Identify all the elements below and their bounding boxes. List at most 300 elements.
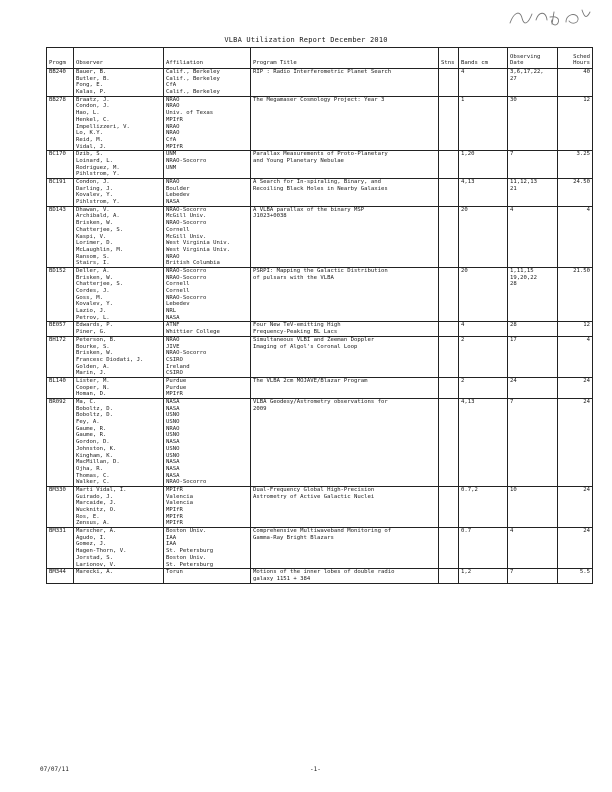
observer-name: Kovalev, Y. <box>76 192 114 199</box>
affiliation-cell <box>164 399 251 487</box>
program-code-cell: BM331 <box>47 528 74 569</box>
observer-name: Marin, J. <box>76 370 107 377</box>
affiliation-name: NASA <box>166 465 180 472</box>
affiliation-name: MPIfR <box>166 486 183 493</box>
affiliation-name: MPIfR <box>166 520 183 527</box>
table-header-row <box>47 48 593 69</box>
observer-name: Peterson, B. <box>76 336 117 343</box>
report-date: 07/07/11 <box>40 766 69 773</box>
affiliation-name: ATNF <box>166 322 180 329</box>
observer-name: Pihlstrom, Y. <box>76 199 120 206</box>
program-title-cell <box>251 179 439 207</box>
observer-name: Homan, D. <box>76 391 107 398</box>
observer-name: Henkel, C. <box>76 116 110 123</box>
utilization-table <box>46 47 593 584</box>
affiliation-cell <box>164 377 251 398</box>
program-title-line: Imaging of Algol's Coronal Loop <box>253 343 358 350</box>
affiliation-name: Purdue <box>166 377 187 384</box>
stations-cell <box>439 151 459 179</box>
program-title-line: Astrometry of Active Galactic Nuclei <box>253 493 375 500</box>
report-title: VLBA Utilization Report December 2010 <box>224 36 388 44</box>
sched-hours-cell: 24 <box>558 528 593 569</box>
affiliation-name: IAA <box>166 541 177 548</box>
affiliation-name: Ireland <box>166 363 190 370</box>
stations-cell <box>439 322 459 336</box>
observing-date-cell <box>508 69 558 97</box>
program-title-cell <box>251 151 439 179</box>
affiliation-name: Univ. of Texas <box>166 110 214 117</box>
affiliation-name: NRAO-Socorro <box>166 294 207 301</box>
affiliation-name: MPIfR <box>166 513 183 520</box>
stations-cell <box>439 336 459 377</box>
affiliation-name: CSIRO <box>166 370 183 377</box>
affiliation-name: Calif., Berkeley <box>166 69 220 75</box>
affiliation-cell <box>164 486 251 527</box>
observing-date-cell <box>508 96 558 151</box>
column-header-bands: Bands cm <box>459 48 508 69</box>
table-row <box>47 377 593 398</box>
observing-date-line: 4 <box>510 206 514 213</box>
observer-name: Lo, K.Y. <box>76 130 103 137</box>
affiliation-name: McGill Univ. <box>166 233 207 240</box>
observing-date-line: 28 <box>510 281 517 288</box>
bands-cell: 2 <box>459 377 508 398</box>
observer-cell <box>74 569 164 583</box>
observing-date-cell <box>508 322 558 336</box>
observer-name: Piner, G. <box>76 329 107 336</box>
program-title-line: The VLBA 2cm MOJAVE/Blazar Program <box>253 377 368 384</box>
affiliation-name: NRAO <box>166 336 180 343</box>
affiliation-name: Boston Univ. <box>166 554 207 561</box>
affiliation-cell <box>164 336 251 377</box>
observing-date-line: 10 <box>510 486 517 493</box>
affiliation-name: Calif., Berkeley <box>166 75 220 82</box>
affiliation-name: MPIfR <box>166 143 183 150</box>
observer-name: Impellizzeri, V. <box>76 123 130 130</box>
observer-name: Hagen-Thorn, V. <box>76 548 127 555</box>
observer-name: Rodriguez, M. <box>76 164 120 171</box>
column-header-observer: Observer <box>74 48 164 69</box>
observer-name: Jorstad, S. <box>76 554 114 561</box>
stations-cell <box>439 399 459 487</box>
observer-name: Kalas, P. <box>76 89 107 96</box>
program-title-line: VLBA Geodesy/Astrometry observations for <box>253 399 388 405</box>
observing-date-line: 19,20,22 <box>510 274 537 281</box>
affiliation-name: UNM <box>166 151 177 158</box>
affiliation-name: NRAO-Socorro <box>166 274 207 281</box>
program-title-cell <box>251 528 439 569</box>
observer-name: Cordes, J. <box>76 288 110 294</box>
program-title-line: and Young Planetary Nebulae <box>253 157 344 164</box>
affiliation-name: Calif., Berkeley <box>166 89 220 96</box>
program-title-line: of pulsars with the VLBA <box>253 274 334 281</box>
table-row <box>47 96 593 151</box>
sched-hours-cell: 24 <box>558 377 593 398</box>
program-title-cell <box>251 322 439 336</box>
observer-name: Gaume, R. <box>76 432 107 439</box>
observing-date-line: 30 <box>510 96 517 103</box>
program-code-cell: BL140 <box>47 377 74 398</box>
affiliation-name: NASA <box>166 314 180 321</box>
stations-cell <box>439 69 459 97</box>
table-row <box>47 322 593 336</box>
bands-cell: 1,2 <box>459 569 508 583</box>
affiliation-name: MPIfR <box>166 116 183 123</box>
affiliation-name: NASA <box>166 399 180 405</box>
affiliation-cell <box>164 69 251 97</box>
observer-name: Fong, E. <box>76 82 103 89</box>
observer-name: Chatterjee, S. <box>76 226 124 233</box>
observer-name: Gaume, R. <box>76 425 107 432</box>
program-code-cell: BM330 <box>47 486 74 527</box>
affiliation-name: NRAO-Socorro <box>166 479 207 486</box>
bands-cell: 1 <box>459 96 508 151</box>
observer-name: Hao, L. <box>76 110 100 117</box>
handwritten-mark <box>506 6 592 28</box>
affiliation-name: Whittier College <box>166 329 220 336</box>
affiliation-name: Boulder <box>166 185 190 192</box>
observer-name: Dzib, S. <box>76 151 103 158</box>
program-title-line: 2009 <box>253 405 267 412</box>
affiliation-name: Torun <box>166 569 183 576</box>
observer-name: Pihlstrom, Y. <box>76 171 120 178</box>
observer-name: Ojha, R. <box>76 465 103 472</box>
stations-cell <box>439 96 459 151</box>
affiliation-cell <box>164 96 251 151</box>
observer-cell <box>74 377 164 398</box>
affiliation-name: UNM <box>166 164 177 171</box>
observer-name: Kovalev, Y. <box>76 301 114 308</box>
table-row <box>47 179 593 207</box>
observer-name: Brisken, W. <box>76 350 114 357</box>
sched-hours-cell: 3.25 <box>558 151 593 179</box>
observer-name: Loinard, L. <box>76 157 114 164</box>
observer-name: Golden, A. <box>76 363 110 370</box>
observer-name: Chatterjee, S. <box>76 281 124 288</box>
observer-cell <box>74 151 164 179</box>
stations-cell <box>439 486 459 527</box>
table-row <box>47 69 593 97</box>
sched-hours-cell: 4 <box>558 336 593 377</box>
affiliation-name: NRAO-Socorro <box>166 220 207 227</box>
affiliation-name: USNO <box>166 452 180 459</box>
observing-date-cell <box>508 377 558 398</box>
column-header-affiliation: Affiliation <box>164 48 251 69</box>
observer-name: Lister, M. <box>76 377 110 384</box>
affiliation-name: NRAO <box>166 253 180 260</box>
observer-name: McLaughlin, M. <box>76 246 124 253</box>
observer-cell <box>74 206 164 267</box>
page-number: -1- <box>310 766 321 773</box>
program-code-cell: BR092 <box>47 399 74 487</box>
program-code-cell: BH172 <box>47 336 74 377</box>
program-code-cell: BM344 <box>47 569 74 583</box>
affiliation-name: NRAO-Socorro <box>166 206 207 213</box>
column-header-program-title: Program Title <box>251 48 439 69</box>
affiliation-name: Cornell <box>166 226 190 233</box>
observing-date-cell <box>508 179 558 207</box>
program-title-line: Recoiling Black Holes in Nearby Galaxies <box>253 185 388 192</box>
affiliation-name: NRAO <box>166 123 180 130</box>
affiliation-cell <box>164 267 251 322</box>
bands-cell: 4 <box>459 322 508 336</box>
observer-name: Guirado, J. <box>76 493 114 500</box>
bands-cell: 0.7 <box>459 528 508 569</box>
observer-name: Wucknitz, O. <box>76 507 117 513</box>
affiliation-name: NRAO <box>166 103 180 110</box>
observing-date-line: 7 <box>510 151 514 158</box>
program-title-line: Simultaneous VLBI and Zeeman Doppler <box>253 336 375 343</box>
sched-hours-cell: 12 <box>558 96 593 151</box>
affiliation-name: Cornell <box>166 288 190 294</box>
observer-name: Bauer, B. <box>76 69 107 75</box>
affiliation-name: USNO <box>166 445 180 452</box>
observer-cell <box>74 399 164 487</box>
observer-name: Boboltz, D. <box>76 405 114 412</box>
observer-name: Deller, A. <box>76 267 110 274</box>
observing-date-line: 7 <box>510 569 514 576</box>
observer-name: Braatz, J. <box>76 96 110 103</box>
observer-cell <box>74 179 164 207</box>
program-title-cell <box>251 206 439 267</box>
affiliation-name: Boston Univ. <box>166 528 207 535</box>
bands-cell: 1,20 <box>459 151 508 179</box>
program-code-cell: BD152 <box>47 267 74 322</box>
program-title-line: PSRPI: Mapping the Galactic Distribution <box>253 267 388 274</box>
stations-cell <box>439 528 459 569</box>
observer-name: Fey, A. <box>76 419 100 426</box>
observer-name: Agudo, I. <box>76 534 107 541</box>
observer-name: Francesc Diodati, J. <box>76 356 144 363</box>
observer-cell <box>74 69 164 97</box>
program-title-cell <box>251 569 439 583</box>
program-title-line: Comprehensive Multiwaveband Monitoring of <box>253 528 392 535</box>
observer-name: Bourke, S. <box>76 343 110 350</box>
table-row <box>47 399 593 487</box>
observer-name: Brisken, W. <box>76 274 114 281</box>
observing-date-line: 3,6,17,22, <box>510 69 544 75</box>
program-title-cell <box>251 336 439 377</box>
program-title-line: The Megamaser Cosmology Project: Year 3 <box>253 96 385 103</box>
program-code-cell: BB240 <box>47 69 74 97</box>
observer-name: Brisken, W. <box>76 220 114 227</box>
affiliation-name: IAA <box>166 534 177 541</box>
observer-name: Gomez, J. <box>76 541 107 548</box>
program-title-cell <box>251 486 439 527</box>
table-row <box>47 336 593 377</box>
column-header-prog: Progm <box>47 48 74 69</box>
observer-name: Condon, J. <box>76 179 110 185</box>
observing-date-cell <box>508 267 558 322</box>
affiliation-name: Valencia <box>166 500 193 507</box>
affiliation-name: NASA <box>166 472 180 479</box>
affiliation-name: CSIRO <box>166 356 183 363</box>
observer-name: Kingham, K. <box>76 452 114 459</box>
observer-name: Kaspi, V. <box>76 233 107 240</box>
bands-cell: 20 <box>459 206 508 267</box>
program-title-line: J1023+0038 <box>253 213 287 220</box>
program-code-cell: BD143 <box>47 206 74 267</box>
sched-hours-cell: 24.50 <box>558 179 593 207</box>
affiliation-name: USNO <box>166 432 180 439</box>
observer-name: Gordon, D. <box>76 439 110 446</box>
affiliation-name: NASA <box>166 199 180 206</box>
affiliation-name: St. Petersburg <box>166 561 214 568</box>
affiliation-name: Lebedev <box>166 192 190 199</box>
observing-date-line: 17 <box>510 336 517 343</box>
affiliation-name: NASA <box>166 439 180 446</box>
observing-date-cell <box>508 336 558 377</box>
program-title-cell <box>251 267 439 322</box>
program-title-line: RIP : Radio Interferometric Planet Search <box>253 69 392 75</box>
affiliation-name: West Virginia Univ. <box>166 246 230 253</box>
affiliation-name: MPIfR <box>166 391 183 398</box>
observing-date-cell <box>508 151 558 179</box>
observing-date-line: 4 <box>510 528 514 535</box>
affiliation-name: Lebedev <box>166 301 190 308</box>
observer-cell <box>74 322 164 336</box>
observing-date-line: 27 <box>510 75 517 82</box>
observer-name: Walker, C. <box>76 479 110 486</box>
stations-cell <box>439 206 459 267</box>
observing-date-line: 24 <box>510 377 517 384</box>
affiliation-name: Cornell <box>166 281 190 288</box>
observing-date-cell <box>508 206 558 267</box>
observer-cell <box>74 267 164 322</box>
affiliation-name: CfA <box>166 136 177 143</box>
program-code-cell: BE057 <box>47 322 74 336</box>
program-title-line: Motions of the inner lobes of double radio <box>253 569 395 576</box>
program-title-line: A Search for In-spiraling, Binary, and <box>253 179 381 185</box>
column-header-observing-date: Observing Date <box>508 48 558 69</box>
affiliation-name: Valencia <box>166 493 193 500</box>
observer-name: Dhawan, V. <box>76 206 110 213</box>
bands-cell: 4,13 <box>459 399 508 487</box>
observer-name: Cooper, N. <box>76 384 110 391</box>
observer-name: Marcaide, J. <box>76 500 117 507</box>
program-title-line: Frequency-Peaking BL Lacs <box>253 329 338 336</box>
bands-cell: 0.7,2 <box>459 486 508 527</box>
observing-date-line: 1,11,15 <box>510 267 534 274</box>
column-header-stns: Stns <box>439 48 459 69</box>
observing-date-cell <box>508 399 558 487</box>
table-row <box>47 267 593 322</box>
observer-name: Marecki, A. <box>76 569 114 576</box>
bands-cell: 2 <box>459 336 508 377</box>
observer-name: Ros, E. <box>76 513 100 520</box>
observing-date-cell <box>508 486 558 527</box>
observer-name: Johnston, K. <box>76 445 117 452</box>
observing-date-line: 7 <box>510 399 514 405</box>
observer-name: Zensus, A. <box>76 520 110 527</box>
program-title-line: Four New TeV-emitting High <box>253 322 341 329</box>
observer-cell <box>74 96 164 151</box>
observer-name: Petrov, L. <box>76 314 110 321</box>
program-code-cell: BC170 <box>47 151 74 179</box>
affiliation-name: NRAO <box>166 425 180 432</box>
sched-hours-cell: 24 <box>558 486 593 527</box>
program-code-cell: BC191 <box>47 179 74 207</box>
stations-cell <box>439 267 459 322</box>
observer-name: Marti Vidal, I. <box>76 486 127 493</box>
affiliation-cell <box>164 179 251 207</box>
stations-cell <box>439 377 459 398</box>
observer-name: Larionov, V. <box>76 561 117 568</box>
affiliation-name: NRAO <box>166 179 180 185</box>
program-title-cell <box>251 377 439 398</box>
sched-hours-cell: 21.50 <box>558 267 593 322</box>
program-title-cell <box>251 399 439 487</box>
observer-name: Thomas, C. <box>76 472 110 479</box>
observing-date-line: 11,12,13 <box>510 179 537 185</box>
program-title-line: Dual-Frequency Global High-Precision <box>253 486 375 493</box>
observer-name: Reid, M. <box>76 136 103 143</box>
affiliation-name: NASA <box>166 405 180 412</box>
bands-cell: 4 <box>459 69 508 97</box>
affiliation-name: Purdue <box>166 384 187 391</box>
observer-name: Darling, J. <box>76 185 114 192</box>
observer-name: Ransom, S. <box>76 253 110 260</box>
affiliation-name: NRAO <box>166 96 180 103</box>
observer-name: Lorimer, D. <box>76 240 114 247</box>
program-title-cell <box>251 96 439 151</box>
affiliation-name: St. Petersburg <box>166 548 214 555</box>
affiliation-name: NRL <box>166 308 177 315</box>
sched-hours-cell: 5.5 <box>558 569 593 583</box>
affiliation-name: USNO <box>166 412 180 419</box>
observer-name: Butler, B. <box>76 75 110 82</box>
affiliation-name: NASA <box>166 459 180 466</box>
program-title-cell <box>251 69 439 97</box>
affiliation-name: British Columbia <box>166 260 220 267</box>
observer-name: Ma, C. <box>76 399 97 405</box>
observer-cell <box>74 486 164 527</box>
program-title-line: galaxy 1151 + 384 <box>253 575 311 582</box>
observer-name: Lazio, J. <box>76 308 107 315</box>
sched-hours-cell: 4 <box>558 206 593 267</box>
sched-hours-cell: 24 <box>558 399 593 487</box>
affiliation-cell <box>164 151 251 179</box>
observer-name: MacMillan, D. <box>76 459 120 466</box>
affiliation-name: NRAO <box>166 130 180 137</box>
affiliation-name: USNO <box>166 419 180 426</box>
observer-name: Marscher, A. <box>76 528 117 535</box>
affiliation-name: NRAO-Socorro <box>166 267 207 274</box>
observing-date-line: 28 <box>510 322 517 329</box>
sched-hours-cell: 40 <box>558 69 593 97</box>
observer-name: Condon, J. <box>76 103 110 110</box>
table-row <box>47 206 593 267</box>
affiliation-cell <box>164 528 251 569</box>
observer-name: Boboltz, D. <box>76 412 114 419</box>
affiliation-name: NRAO-Socorro <box>166 157 207 164</box>
table-row <box>47 486 593 527</box>
bands-cell: 20 <box>459 267 508 322</box>
sched-hours-cell: 12 <box>558 322 593 336</box>
observer-name: Edwards, P. <box>76 322 114 329</box>
program-title-line: Gamma-Ray Bright Blazars <box>253 534 334 541</box>
observing-date-line: 21 <box>510 185 517 192</box>
observing-date-cell <box>508 528 558 569</box>
affiliation-name: JIVE <box>166 343 180 350</box>
observer-cell <box>74 336 164 377</box>
table-row <box>47 569 593 583</box>
affiliation-name: MPIfR <box>166 507 183 513</box>
table-row <box>47 528 593 569</box>
affiliation-name: NRAO-Socorro <box>166 350 207 357</box>
column-header-sched-hours: Sched Hours <box>558 48 593 69</box>
affiliation-name: West Virginia Univ. <box>166 240 230 247</box>
